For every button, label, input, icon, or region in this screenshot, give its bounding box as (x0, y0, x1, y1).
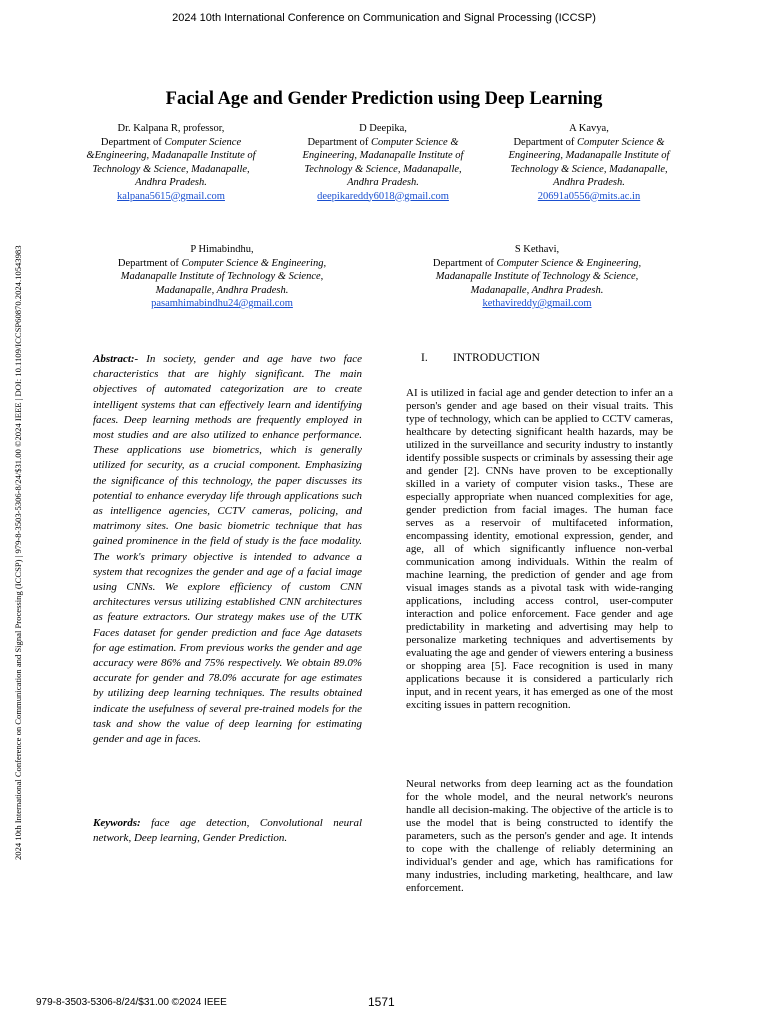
author-block-1 (80, 122, 262, 203)
keywords-text: face age detection, Convolutional neural network, Deep learning, Gender Prediction. (93, 817, 362, 845)
author-name: A Kavya, (569, 123, 609, 134)
section-number: I. (421, 352, 428, 364)
author-name: Dr. Kalpana R, professor, (117, 123, 225, 134)
author-dept-prefix: Department of (100, 136, 165, 148)
author-name: S Kethavi, (514, 244, 560, 255)
conference-header: 2024 10th International Conference on Communication and Signal Processing (ICCSP) (172, 12, 596, 24)
author-name: P Himabindhu, (190, 244, 254, 255)
author-dept-prefix: Department of (117, 257, 182, 269)
author-block-5 (416, 243, 658, 311)
author-email[interactable]: kethavireddy@gmail.com (482, 298, 592, 309)
author-dept: Computer Science & Engineering, Madanapalle Institute of Technology & Science, Madanapalle, Andhra Pradesh. (435, 257, 642, 296)
author-dept-prefix: Department of (307, 136, 372, 148)
author-dept-prefix: Department of (513, 136, 578, 148)
page-number: 1571 (368, 995, 395, 1009)
paper-title: Facial Age and Gender Prediction using Deep Learning (165, 89, 603, 109)
side-doi-note: 2024 10th International Conference on Communication and Signal Processing (ICCSP) | 979-8-3503-5306-8/24/$31.00 ©2024 IEEE | DOI: 10.1109/ICCSP60870.2024.10543983 (13, 245, 23, 860)
author-block-4 (104, 243, 340, 311)
abstract-label: Abstract:- (93, 353, 139, 365)
body-paragraph-1: AI is utilized in facial age and gender detection to infer an a person's gender and age based on their visual traits. This type of technology, which can be applied to CCTV cameras, healthcare by detecting significant health hazards, may be utilized in the surveillance and security industry to instantly identify possible suspects or criminals by assessing their age and gender [2]. CNNs have proven to be exceptionally skilled in a variety of computer vision tasks., These are especially appropriate when nuanced complexities for age, gender prediction from facial images. The human face serves as a reservoir of multifaceted information, encompassing identity, emotional expression, gender, and age, all of which significantly influence non-verbal communication among individuals. Within the realm of machine learning, the prediction of gender and age from visual images stands as a pivotal task with wide-ranging applications, including access control, user-computer interaction and police enforcement. Face gender and age predictability in marketing and advertising may help to personalize marketing techniques and advertisements by evaluating the age and gender of viewers entering a business or shopping area [5]. Face recognition is used in many applications because it is considered a particularly rich input, and in recent years, it has emerged as one of the most exciting issues in pattern recognition. (406, 387, 673, 711)
author-dept: Computer Science &Engineering, Madanapalle Institute of Technology & Science, Madanapalle, Andhra Pradesh. (86, 136, 256, 188)
author-block-2 (292, 122, 474, 203)
author-email[interactable]: kalpana5615@gmail.com (117, 190, 225, 202)
body-paragraph-2: Neural networks from deep learning act as the foundation for the whole model, and the neural network's neurons handle all decision-making. The objective of the article is to use the model that is being constructed to identify the parameters, such as the person's gender and age. It intends to cope with the challenge of reliably determining an individual's gender and age, which has ramifications for many industries, including marketing, healthcare, and law enforcement. (406, 778, 673, 894)
author-email[interactable]: deepikareddy6018@gmail.com (317, 190, 449, 202)
author-dept: Computer Science & Engineering, Madanapalle Institute of Technology & Science, Madanapalle, Andhra Pradesh. (302, 136, 464, 188)
footer-isbn: 979-8-3503-5306-8/24/$31.00 ©2024 IEEE (36, 997, 227, 1008)
keywords-label: Keywords: (93, 817, 141, 829)
author-email[interactable]: 20691a0556@mits.ac.in (537, 190, 641, 202)
author-dept-prefix: Department of (432, 257, 497, 269)
author-email[interactable]: pasamhimabindhu24@gmail.com (151, 298, 293, 309)
author-name: D Deepika, (359, 123, 407, 134)
abstract (93, 352, 362, 747)
abstract-text: In society, gender and age have two face characteristics that are highly significant. The main objectives of automated categorization are to create intelligent systems that can effectively learn and identifying faces. Deep learning methods are frequently employed in most studies and are also utilized to enhance performance. These applications use biometrics, which is generally utilized for security, as a crucial component. Emphasizing the significance of this technology, the paper discusses its potential to enhance everyday life through applications such as intelligence agencies, CCTV cameras, policing, and matrimony sites. One basic biometric technique that has gained prominence in the field of study is the face modality. The work's primary objective is intended to advance a system that recognizes the gender and age of a facial image using CNNs. We explore efficiency of custom CNN architectures versus utilizing established CNN architectures as feature extractors. Our strategy makes use of the UTK Faces dataset for gender prediction and face Age datasets for age estimation. From previous works the gender and age accuracy were 86% and 75% respectively. We obtain 89.0% accurate for gender and 78.0% accurate for age estimates by utilizing deep learning techniques. The results obtained indicate the usefulness of several pre-trained models for the task and show the value of deep learning for estimating gender and age in faces. (93, 353, 362, 746)
author-block-3 (506, 122, 672, 203)
author-dept: Computer Science & Engineering, Madanapalle Institute of Technology & Science, Madanapalle, Andhra Pradesh. (120, 257, 327, 296)
section-title: INTRODUCTION (453, 352, 540, 364)
author-dept: Computer Science & Engineering, Madanapalle Institute of Technology & Science, Madanapalle, Andhra Pradesh. (508, 136, 670, 188)
keywords (93, 816, 362, 846)
section-heading (421, 352, 540, 364)
